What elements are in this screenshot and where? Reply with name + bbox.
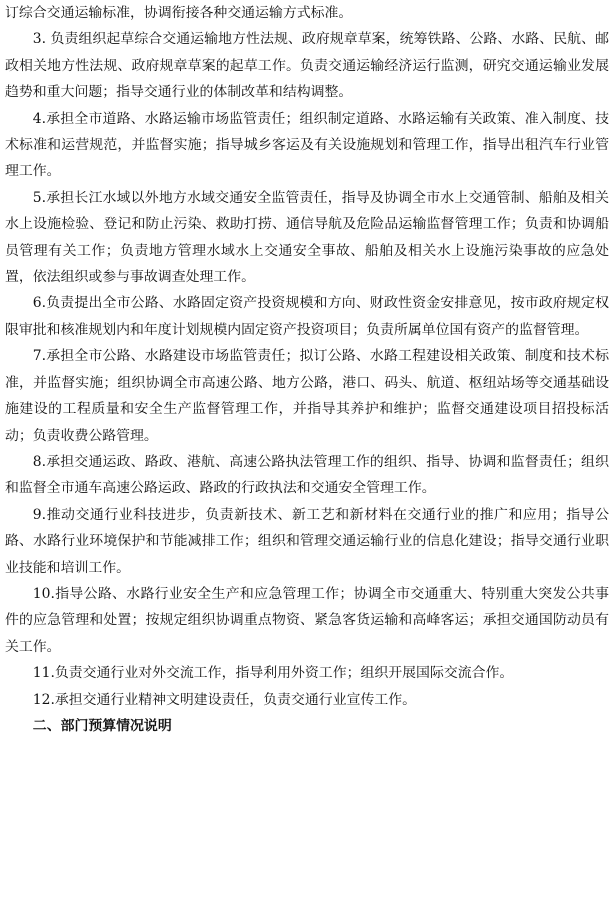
paragraph-item-10: 10.指导公路、水路行业安全生产和应急管理工作；协调全市交通重大、特别重大突发公共事件的应急管理和处置；按规定组织协调重点物资、紧急客货运输和高峰客运；承担交通国防动员有关工作。 — [5, 585, 609, 655]
paragraph-item-3: 3. 负责组织起草综合交通运输地方性法规、政府规章草案，统筹铁路、公路、水路、民航、邮政相关地方性法规、政府规章草案的起草工作。负责交通运输经济运行监测，研究交通运输业发展趋势和重大问题；指导交通行业的体制改革和结构调整。 — [5, 31, 609, 101]
paragraph-1: 订综合交通运输标准，协调衔接各种交通运输方式标准。 — [5, 5, 353, 21]
paragraph-item-6: 6.负责提出全市公路、水路固定资产投资规模和方向、财政性资金安排意见，按市政府规定权限审批和核准规划内和年度计划规模内固定资产投资项目；负责所属单位国有资产的监督管理。 — [5, 295, 609, 338]
paragraph-item-9: 9.推动交通行业科技进步，负责新技术、新工艺和新材料在交通行业的推广和应用；指导公路、水路行业环境保护和节能减排工作；组织和管理交通运输行业的信息化建设；指导交通行业职业技能和培训工作。 — [5, 506, 609, 576]
paragraph-item-8: 8.承担交通运政、路政、港航、高速公路执法管理工作的组织、指导、协调和监督责任；组织和监督全市通车高速公路运政、路政的行政执法和交通安全管理工作。 — [5, 453, 609, 497]
paragraph-item-5: 5.承担长江水域以外地方水域交通安全监管责任，指导及协调全市水上交通管制、船舶及相关水上设施检验、登记和防止污染、救助打捞、通信导航及危险品运输监督管理工作；负责和协调船员管理有关工作；负责地方管理水域水上交通安全事故、船舶及相关水上设施污染事故的应急处置，依法组织或参与事故调查处理工作。 — [5, 189, 609, 286]
paragraph-item-7: 7.承担全市公路、水路建设市场监管责任；拟订公路、水路工程建设相关政策、制度和技术标准，并监督实施；组织协调全市高速公路、地方公路，港口、码头、航道、枢纽站场等交通基础设施建设的工程质量和安全生产监督管理工作，并指导其养护和维护；监督交通建设项目招投标活动；负责收费公路管理。 — [5, 348, 609, 444]
paragraph-item-12: 12.承担交通行业精神文明建设责任，负责交通行业宣传工作。 — [32, 691, 417, 708]
paragraph-item-11: 11.负责交通行业对外交流工作，指导利用外资工作；组织开展国际交流合作。 — [32, 665, 514, 682]
paragraph-item-4: 4.承担全市道路、水路运输市场监管责任；组织制定道路、水路运输有关政策、准入制度、技术标准和运营规范，并监督实施；指导城乡客运及有关设施规划和管理工作，指导出租汽车行业管理工作。 — [5, 110, 609, 180]
section-heading: 二、部门预算情况说明 — [32, 717, 172, 734]
